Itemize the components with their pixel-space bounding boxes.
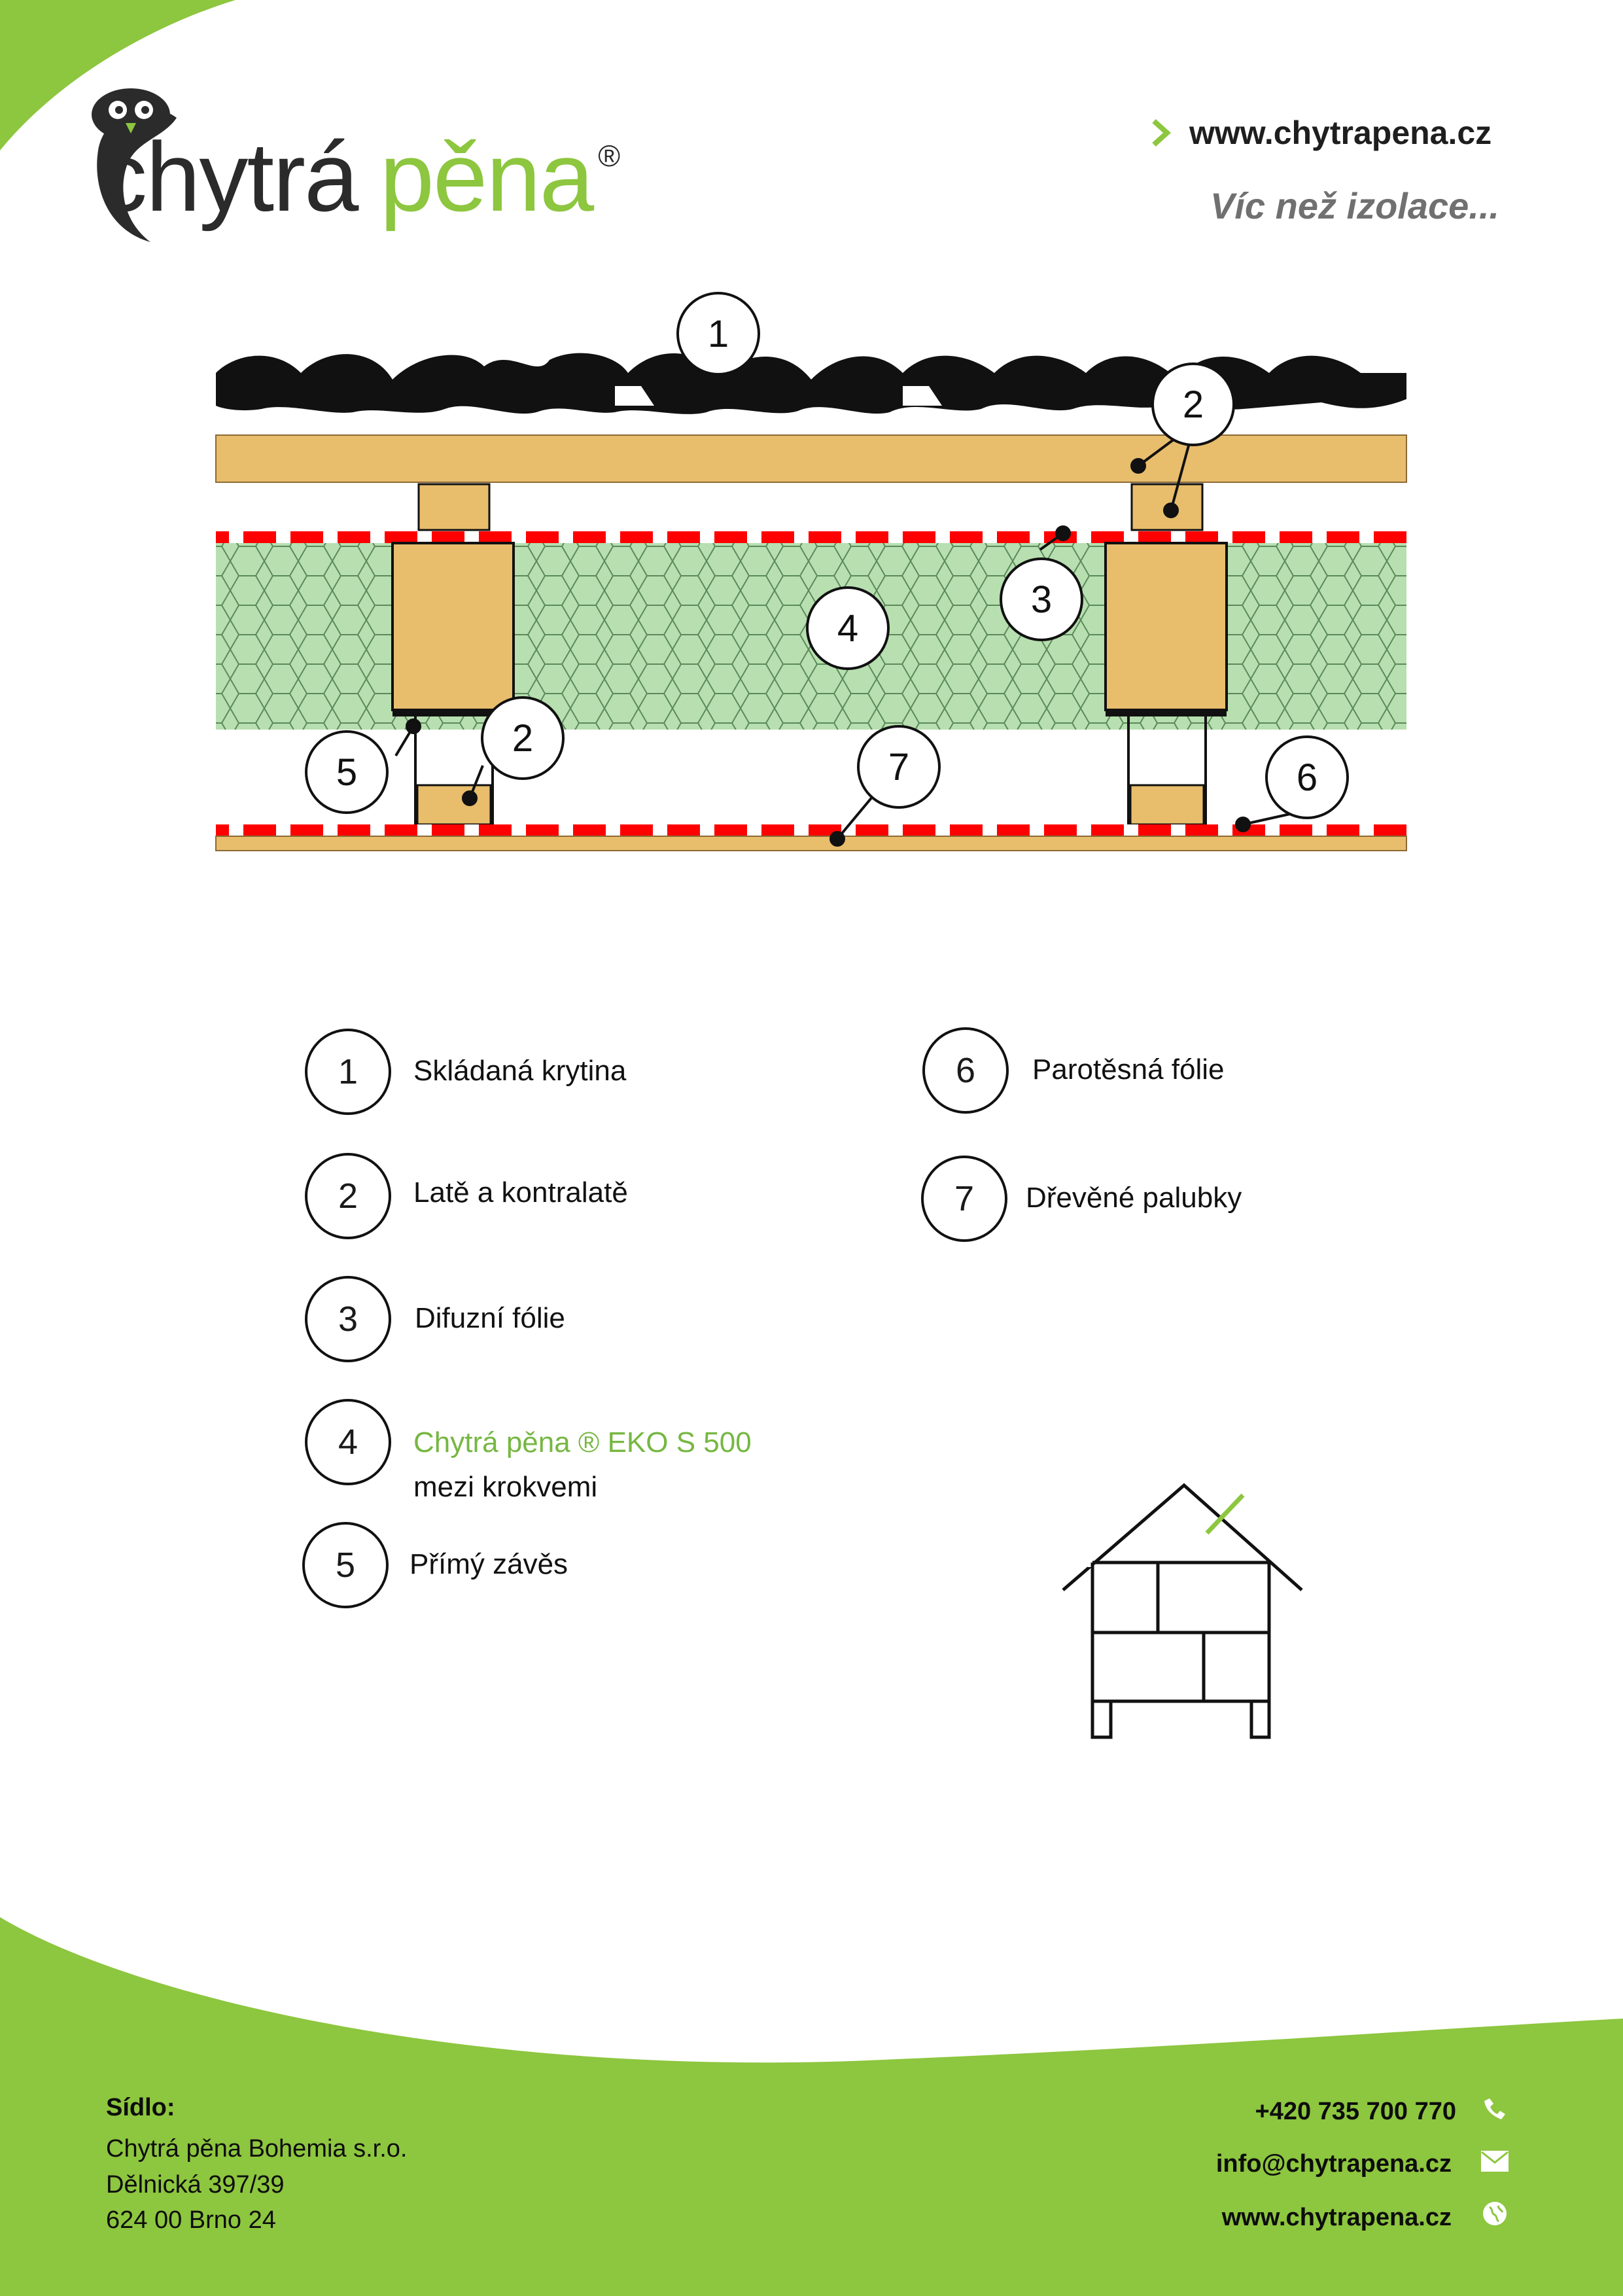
legend-num-1: 1 (305, 1029, 391, 1115)
registered-mark: ® (598, 139, 620, 173)
callout-2b: 2 (481, 696, 565, 780)
callout-5: 5 (305, 730, 389, 814)
footer-street: Dělnická 397/39 (106, 2171, 285, 2199)
header-website-link[interactable] (1151, 110, 1492, 156)
footer-company: Chytrá pěna Bohemia s.r.o. (106, 2135, 408, 2163)
footer-website[interactable]: www.chytrapena.cz (1221, 2204, 1452, 2231)
brand-wordmark (98, 122, 620, 232)
callout-4: 4 (806, 586, 890, 670)
brand-word-1: chytrá (98, 122, 358, 232)
header-website-text: www.chytrapena.cz (1189, 115, 1492, 151)
legend-num-4: 4 (305, 1399, 391, 1485)
footer-city: 624 00 Brno 24 (106, 2206, 276, 2234)
legend-num-6: 6 (922, 1027, 1009, 1114)
legend-label-6: Parotěsná fólie (1032, 1053, 1225, 1086)
legend-label-7: Dřevěné palubky (1026, 1182, 1242, 1214)
callout-1: 1 (676, 292, 760, 376)
legend-num-5: 5 (302, 1522, 389, 1608)
house-section-icon (1053, 1475, 1308, 1750)
globe-icon (1480, 2199, 1510, 2229)
legend-label-2: Latě a kontralatě (413, 1176, 628, 1209)
legend-label-3: Difuzní fólie (415, 1302, 565, 1334)
footer-phone[interactable]: +420 735 700 770 (1255, 2098, 1456, 2125)
callout-2: 2 (1151, 362, 1235, 446)
legend-label-1: Skládaná krytina (413, 1055, 627, 1087)
callout-7: 7 (857, 725, 941, 809)
legend-num-7: 7 (921, 1156, 1007, 1242)
logo (52, 72, 641, 268)
footer-email[interactable]: info@chytrapena.cz (1215, 2150, 1452, 2178)
phone-icon (1480, 2094, 1510, 2124)
legend-label-5: Přímý závěs (410, 1548, 568, 1580)
legend-label-4: Chytrá pěna ® EKO S 500 (413, 1426, 752, 1458)
legend-num-3: 3 (305, 1276, 391, 1362)
footer-heading: Sídlo: (106, 2094, 175, 2121)
slogan: Víc než izolace... (1210, 185, 1499, 226)
chevron-right-icon (1151, 118, 1171, 147)
callout-6: 6 (1265, 735, 1349, 819)
brand-word-2: pěna (379, 122, 593, 232)
mail-icon (1480, 2146, 1510, 2176)
callout-3: 3 (1000, 557, 1083, 641)
legend-label-4-line2: mezi krokvemi (413, 1471, 598, 1503)
legend-num-2: 2 (305, 1153, 391, 1239)
